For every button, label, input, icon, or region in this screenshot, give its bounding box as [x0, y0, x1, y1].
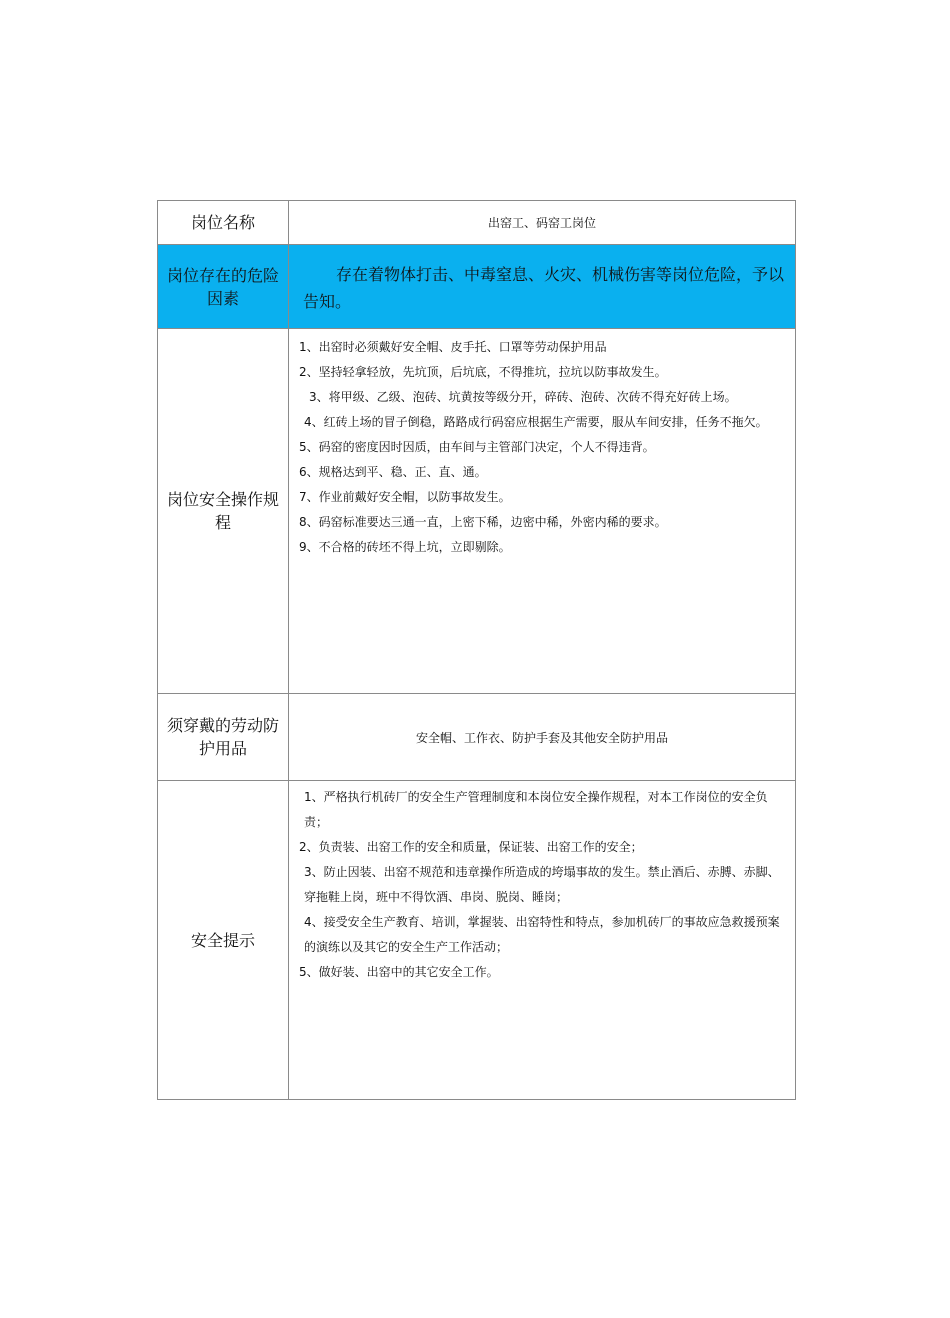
procedure-item: 9、不合格的砖坯不得上坑，立即剔除。	[299, 540, 511, 554]
procedure-item: 1、出窑时必须戴好安全帽、皮手托、口罩等劳动保护用品	[299, 340, 607, 354]
procedure-item: 2、坚持轻拿轻放，先坑顶，后坑底，不得推坑，拉坑以防事故发生。	[299, 365, 667, 379]
post-name-value: 出窑工、码窑工岗位	[289, 201, 796, 245]
hazard-label: 岗位存在的危险因素	[158, 245, 289, 329]
ppe-row	[158, 694, 796, 781]
safety-tips-list	[289, 781, 796, 1100]
procedure-item: 5、码窑的密度因时因质，由车间与主管部门决定，个人不得违背。	[299, 440, 655, 454]
hazard-row	[158, 245, 796, 329]
procedure-item: 4、红砖上场的冒子倒稳，路路成行码窑应根据生产需要，服从车间安排，任务不拖欠。	[304, 415, 768, 429]
ppe-label: 须穿戴的劳动防护用品	[158, 694, 289, 781]
hazard-value: 存在着物体打击、中毒窒息、火灾、机械伤害等岗位危险，予以告知。	[289, 245, 796, 329]
procedure-item: 8、码窑标准要达三通一直，上密下稀，边密中稀，外密内稀的要求。	[299, 515, 667, 529]
safety-tip-item: 3、防止因装、出窑不规范和违章操作所造成的垮塌事故的发生。禁止酒后、赤膊、赤脚、穿拖鞋上岗，班中不得饮酒、串岗、脱岗、睡岗；	[304, 865, 780, 904]
procedures-label: 岗位安全操作规程	[158, 329, 289, 694]
safety-tip-item: 5、做好装、出窑中的其它安全工作。	[299, 965, 499, 979]
procedures-row	[158, 329, 796, 694]
safety-tip-item: 4、接受安全生产教育、培训，掌握装、出窑特性和特点，参加机砖厂的事故应急救援预案的演练以及其它的安全生产工作活动；	[304, 915, 780, 954]
procedure-item: 6、规格达到平、稳、正、直、通。	[299, 465, 487, 479]
safety-tips-label: 安全提示	[158, 781, 289, 1100]
post-safety-card	[157, 200, 796, 1100]
safety-tip-item: 2、负责装、出窑工作的安全和质量，保证装、出窑工作的安全；	[299, 840, 643, 854]
ppe-value: 安全帽、工作衣、防护手套及其他安全防护用品	[289, 694, 796, 781]
procedures-list	[289, 329, 796, 694]
post-name-row	[158, 201, 796, 245]
safety-tip-item: 1、严格执行机砖厂的安全生产管理制度和本岗位安全操作规程，对本工作岗位的安全负责；	[304, 790, 768, 829]
procedure-item: 7、作业前戴好安全帽，以防事故发生。	[299, 490, 511, 504]
procedure-item: 3、将甲级、乙级、泡砖、坑黄按等级分开，碎砖、泡砖、次砖不得充好砖上场。	[309, 390, 737, 404]
post-name-label: 岗位名称	[158, 201, 289, 245]
safety-tips-row	[158, 781, 796, 1100]
